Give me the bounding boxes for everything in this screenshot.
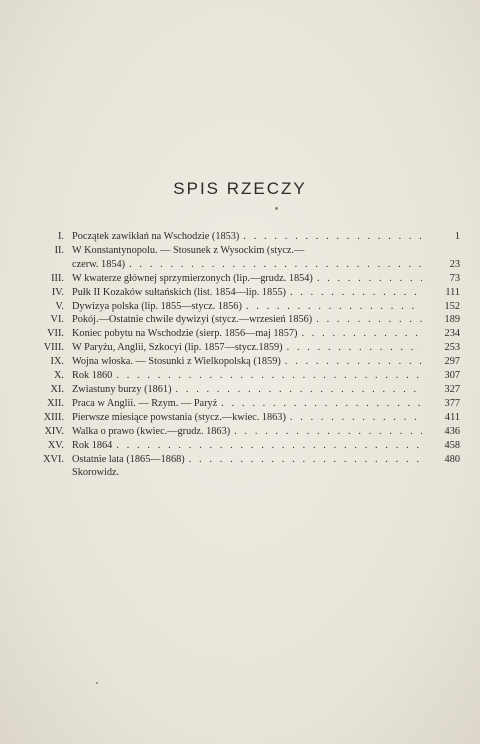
table-of-contents [30, 230, 460, 480]
leader-dots [312, 313, 422, 327]
toc-entry[interactable] [30, 383, 460, 397]
toc-entry[interactable] [30, 286, 460, 300]
toc-entry[interactable] [30, 272, 460, 286]
chapter-number: IX. [50, 356, 64, 368]
toc-entry[interactable] [30, 244, 460, 272]
chapter-title: Praca w Anglii. — Rzym. — Paryż [72, 397, 218, 409]
chapter-number: VII. [47, 328, 64, 340]
chapter-title: Pułk II Kozaków sułtańskich (list. 1854—lip. 1855) [72, 286, 286, 298]
chapter-number: XV. [47, 439, 64, 451]
chapter-number: V. [55, 300, 64, 312]
chapter-title-continued: czerw. 1854) [72, 258, 126, 270]
ink-speck [275, 207, 278, 210]
index-label: Skorowidz [72, 467, 117, 479]
toc-entry[interactable] [30, 397, 460, 411]
toc-entry[interactable] [30, 425, 460, 439]
toc-entry[interactable] [30, 453, 460, 467]
chapter-title: W kwaterze głównej sprzymierzonych (lip.—grudz. 1854) [72, 272, 313, 284]
leader-dots [217, 397, 422, 411]
leader-dots [286, 286, 422, 300]
leader-dots [286, 411, 422, 425]
page-number: 458 [444, 439, 460, 451]
chapter-title: Walka o prawo (kwiec.—grudz. 1863) [72, 425, 231, 437]
chapter-title: Pokój.—Ostatnie chwile dywizyi (stycz.—wrzesień 1856) [72, 314, 313, 326]
toc-entry[interactable] [30, 369, 460, 383]
page-number: 411 [444, 411, 460, 423]
page-number: 1 [454, 231, 460, 242]
toc-entry[interactable] [30, 355, 460, 369]
leader-dots [230, 425, 422, 439]
chapter-number: XIV. [44, 425, 64, 437]
leader-dots [297, 327, 422, 341]
page-number: 297 [444, 356, 460, 368]
chapter-number: III. [51, 272, 64, 284]
toc-entry[interactable] [30, 313, 460, 327]
page-number: 436 [444, 425, 460, 437]
page-number: 73 [449, 272, 460, 284]
toc-entry[interactable] [30, 411, 460, 425]
page-number: 307 [444, 370, 460, 382]
page-number: 253 [444, 342, 460, 354]
leader-dots [281, 355, 422, 369]
chapter-title: Rok 1864 [72, 439, 113, 451]
leader-dots [283, 341, 422, 355]
leader-dots [125, 258, 422, 272]
chapter-number: XIII. [43, 411, 64, 423]
chapter-title: Ostatnie lata (1865—1868) [72, 453, 185, 465]
leader-dots [112, 369, 422, 383]
chapter-number: XII. [47, 397, 64, 409]
toc-entry[interactable] [30, 300, 460, 314]
chapter-title: W Konstantynopolu. — Stosunek z Wysockim (stycz.— [72, 244, 305, 256]
page-number: 327 [444, 383, 460, 395]
leader-dots [185, 453, 422, 467]
chapter-title: Początek zawikłań na Wschodzie (1853) [72, 231, 240, 242]
page-number: 111 [445, 286, 460, 298]
page-number: 234 [444, 328, 460, 340]
toc-entry[interactable] [30, 230, 460, 244]
page-number: 189 [444, 314, 460, 326]
page-number: 152 [444, 300, 460, 312]
chapter-number: XI. [50, 383, 64, 395]
chapter-title: Pierwsze miesiące powstania (stycz.—kwiec. 1863) [72, 411, 286, 423]
leader-dots [239, 230, 422, 244]
toc-entry[interactable] [30, 439, 460, 453]
chapter-title: Dywizya polska (lip. 1855—stycz. 1856) [72, 300, 242, 312]
chapter-number: I. [57, 231, 64, 242]
chapter-number: X. [53, 370, 64, 382]
leader-dots [112, 439, 422, 453]
leader-dots [313, 272, 422, 286]
ink-speck [96, 682, 98, 684]
page-number: 377 [444, 397, 460, 409]
chapter-title: Rok 1860 [72, 370, 113, 382]
chapter-title: Koniec pobytu na Wschodzie (sierp. 1856—maj 1857) [72, 328, 298, 340]
page-number: 23 [449, 258, 460, 270]
chapter-title: W Paryżu, Anglii, Szkocyi (lip. 1857—stycz.1859) [72, 342, 283, 354]
chapter-number: II. [54, 244, 64, 256]
leader-dots [242, 300, 422, 314]
page-number: 480 [444, 453, 460, 465]
chapter-title: Wojna włoska. — Stosunki z Wielkopolską (1859) [72, 356, 281, 368]
chapter-number: XVI. [43, 453, 64, 465]
page-title: SPIS RZECZY [173, 179, 307, 198]
chapter-number: VI. [50, 314, 64, 326]
chapter-number: IV. [51, 286, 64, 298]
toc-index-entry[interactable]: Skorowidz . [72, 467, 120, 479]
toc-entry[interactable] [30, 327, 460, 341]
leader-dots [172, 383, 422, 397]
toc-entry[interactable] [30, 341, 460, 355]
chapter-title: Zwiastuny burzy (1861) [72, 383, 172, 395]
chapter-number: VIII. [43, 342, 64, 354]
